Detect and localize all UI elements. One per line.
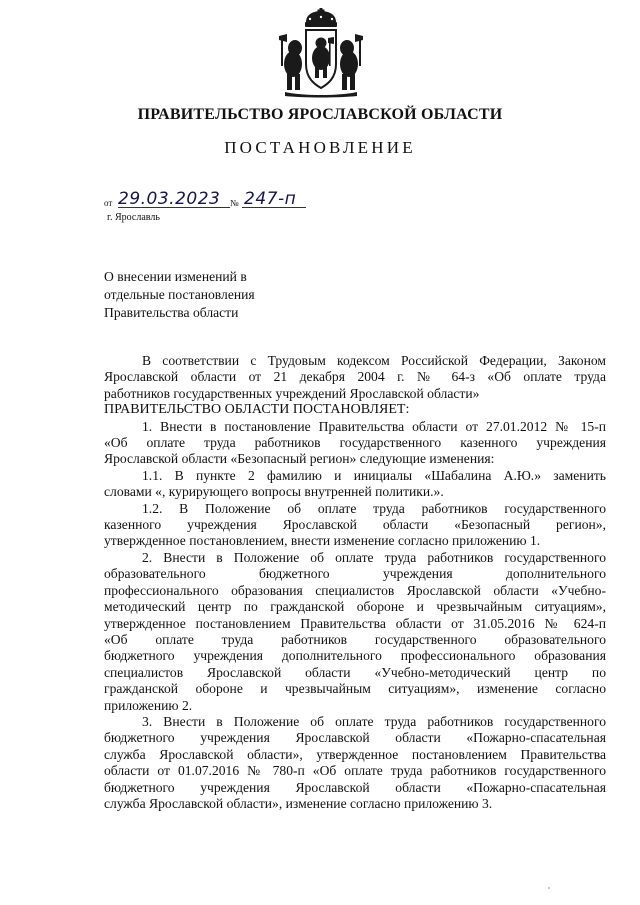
body-line: области от 01.07.2016 № 780-п «Об оплате труда работников государственного [104,763,606,779]
body-line: работников государственных учреждений Ярославской области» [104,385,480,401]
bear-supporter-left-icon [279,34,302,90]
body-line: приложению 2. [104,697,193,713]
body-line: 1.1. В пункте 2 фамилию и инициалы «Шабалина А.Ю.» заменить [142,467,606,483]
body-line: специалистов Ярославской области «Учебно-методический центр по [104,664,606,680]
body-line: 1.2. В Положение об оплате труда работников государственного [142,500,606,516]
city-label: г. Ярославль [107,212,160,223]
date-underline [118,207,230,208]
document-body [104,353,606,812]
body-line: 3. Внести в Положение об оплате труда работников государственного [142,713,606,729]
ribbon-icon [285,92,357,98]
body-line: 2. Внести в Положение об оплате труда работников государственного [142,549,606,565]
body-line: гражданской обороне и чрезвычайным ситуациям», изменение согласно [104,681,606,697]
body-line-resolution: ПРАВИТЕЛЬСТВО ОБЛАСТИ ПОСТАНОВЛЯЕТ: [104,402,410,418]
number-underline [242,207,306,208]
body-line: Ярославской области «Безопасный регион» следующие изменения: [104,451,495,467]
body-line: «Об оплате труда работников государственного образовательного [104,631,606,647]
body-line: утвержденное постановлением Правительства области от 31.05.2016 № 624-п [104,615,606,631]
number-label: № [230,198,239,208]
body-line: утвержденное постановлением, внести изменение согласно приложению 1. [104,533,541,549]
dateline [104,189,424,213]
subject-line: Правительства области [104,305,239,320]
document-subject [104,268,255,322]
body-line: казенного учреждения Ярославской области «Безопасный регион», [104,517,606,533]
government-title: ПРАВИТЕЛЬСТВО ЯРОСЛАВСКОЙ ОБЛАСТИ [137,106,503,123]
body-line: образовательного бюджетного учреждения дополнительного [104,566,606,582]
body-line: бюджетного учреждения Ярославской области «Пожарно-спасательная [104,779,606,795]
body-line: служба Ярославской области», утвержденное постановлением Правительства [104,746,606,762]
subject-line: отдельные постановления [104,287,255,302]
scan-speck [548,887,550,889]
body-line: Ярославской области от 21 декабря 2004 г. № 64-з «Об оплате труда [104,369,606,385]
crown-icon [305,8,337,27]
body-line: профессионального образования специалистов Ярославской области «Учебно- [104,582,606,598]
body-line: методический центр по гражданской обороне и чрезвычайным ситуациям», [104,599,606,615]
handwritten-date: 29.03.2023 [118,189,221,209]
body-line: бюджетного учреждения дополнительного профессионального образования [104,648,606,664]
from-label: от [104,198,113,208]
handwritten-number: 247-п [244,189,297,209]
document-type-title: ПОСТАНОВЛЕНИЕ [224,138,416,157]
body-line: «Об оплате труда работников государственного казенного учреждения [104,435,606,451]
body-line: словами «, курирующего вопросы внутренней политики.». [104,484,444,500]
coat-of-arms-emblem [279,8,363,98]
body-line: 1. Внести в постановление Правительства области от 27.01.2012 № 15-п [142,418,606,434]
subject-line: О внесении изменений в [104,269,247,284]
body-line: В соответствии с Трудовым кодексом Российской Федерации, Законом [142,353,606,368]
shield-icon [306,30,336,88]
body-line: бюджетного учреждения Ярославской области «Пожарно-спасательная [104,730,606,746]
body-line: служба Ярославской области», изменение согласно приложению 3. [104,795,493,811]
bear-supporter-right-icon [340,34,363,90]
